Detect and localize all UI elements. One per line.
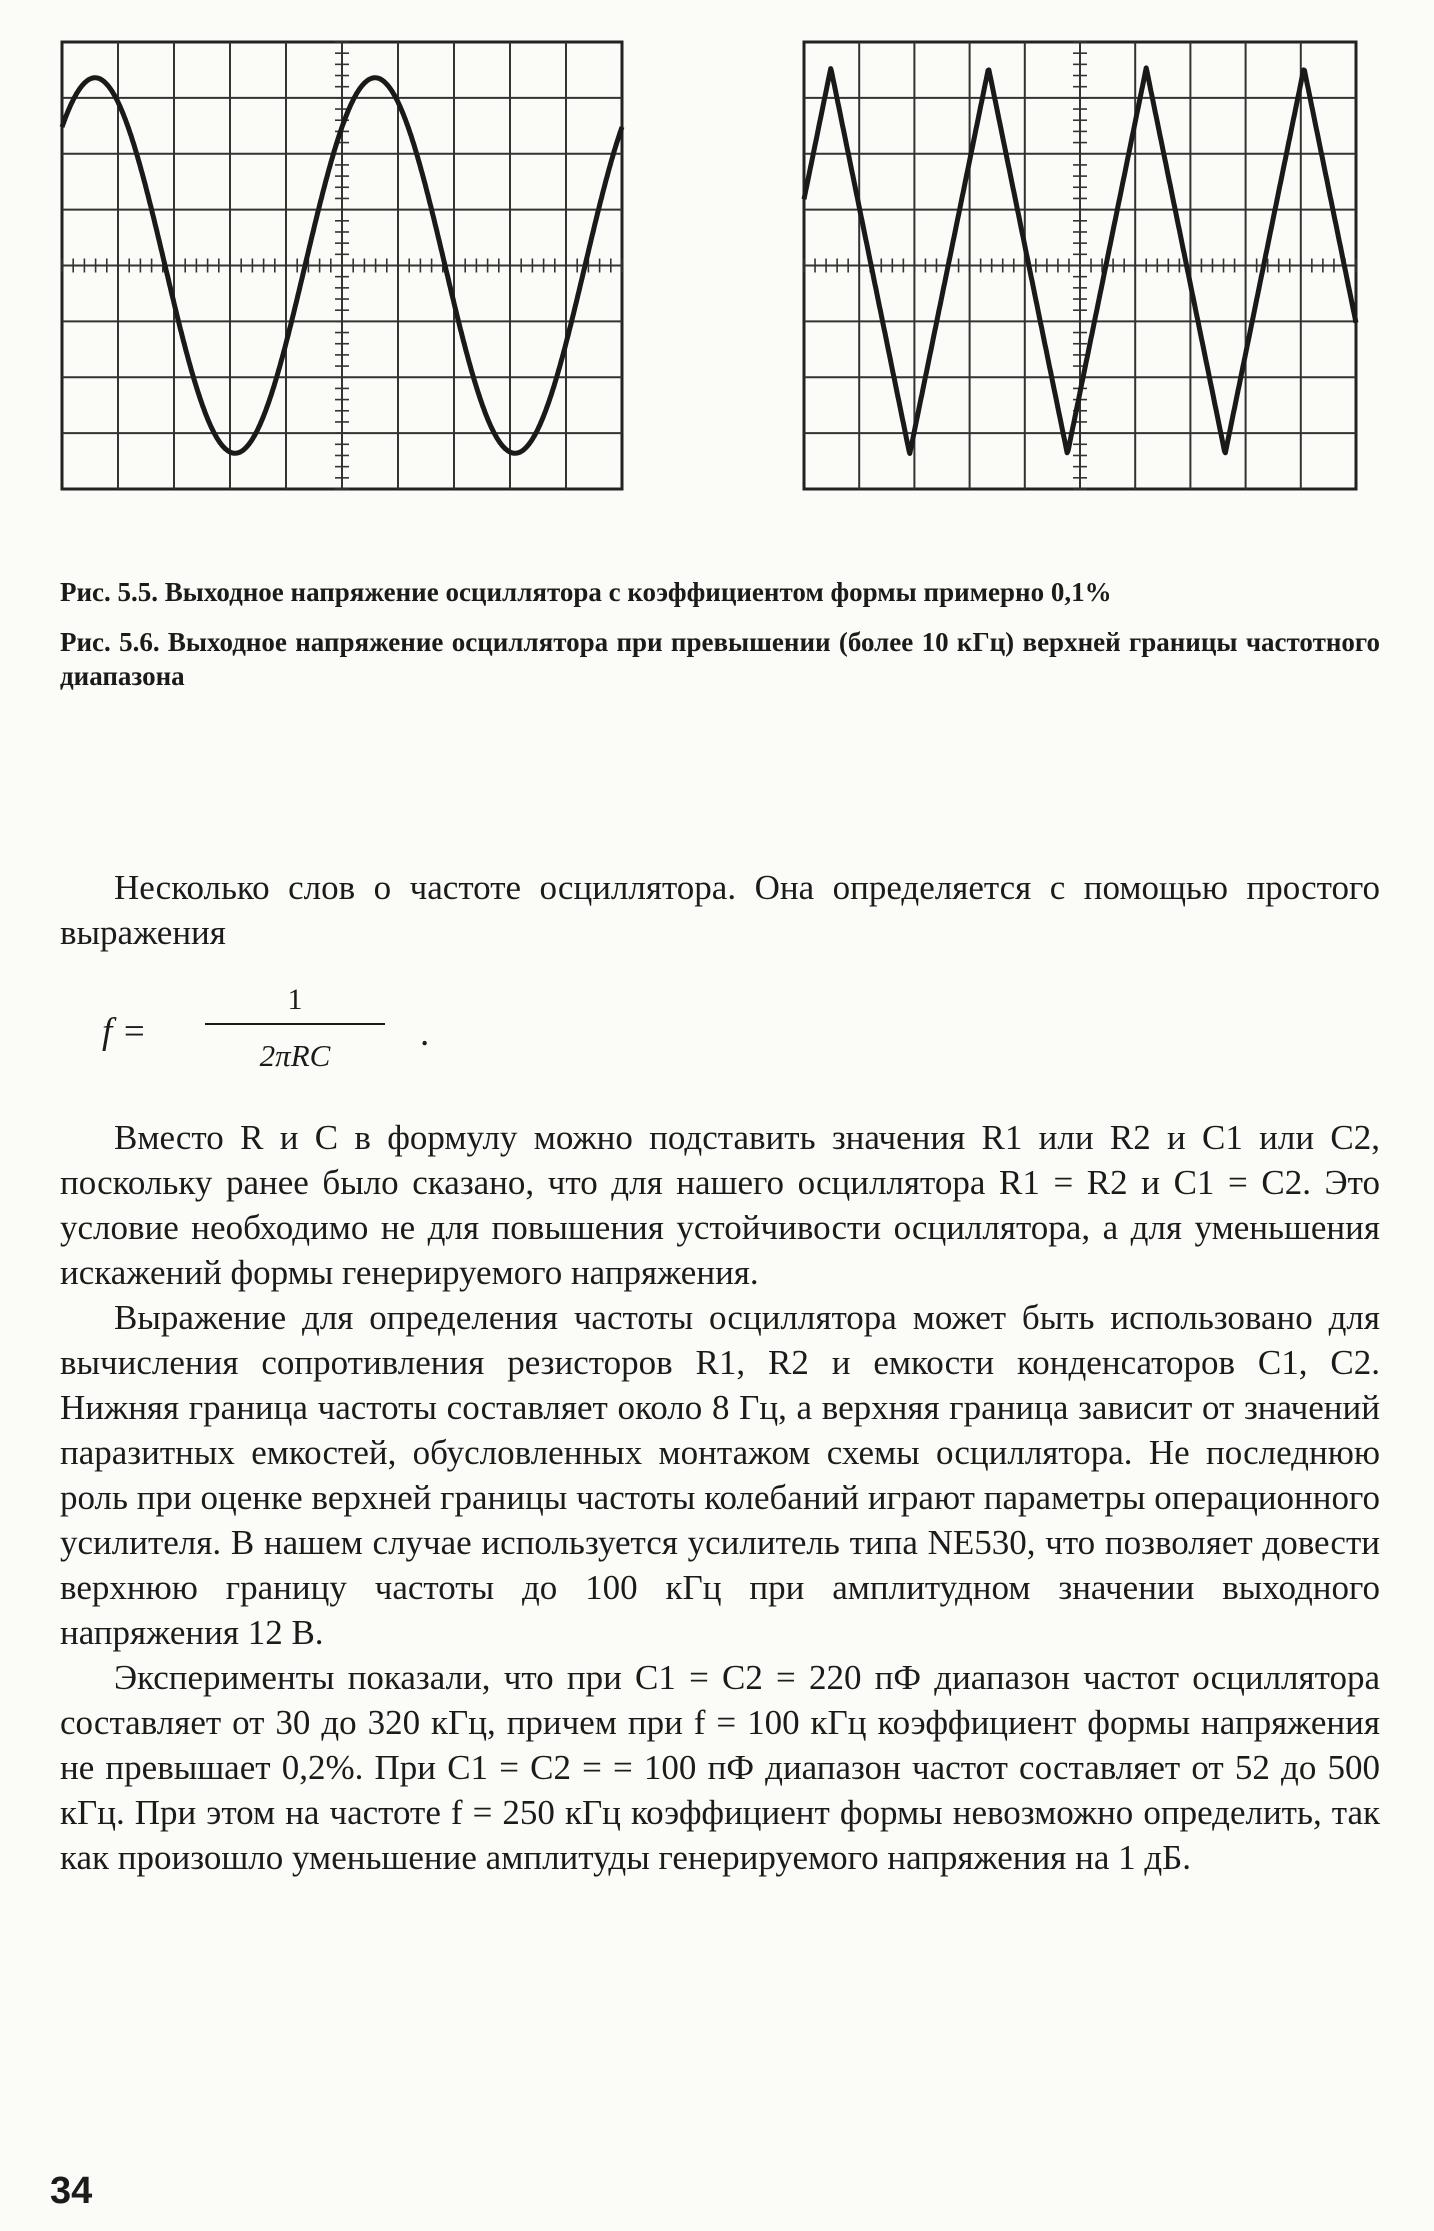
- formula-numerator: 1: [287, 983, 303, 1016]
- paragraph-2: Выражение для определения частоты осциллятора может быть использовано для вычисления сопротивления резисторов R1, R2 и емкости конденсаторов C1, C2. Нижняя граница частоты составляет около 8 Гц, а верхняя граница зависит от значений паразитных емкостей, обусловленных монтажом схемы осциллятора. Не последнюю роль при оценке верхней границы частоты колебаний играют параметры операционного усилителя. В нашем случае используется усилитель типа NE530, что позволяет довести верхнюю границу частоты до 100 кГц при амплитудном значении выходного напряжения 12 В.: [60, 1298, 1380, 1652]
- formula-lhs: f =: [102, 1011, 147, 1052]
- figure-5-5-oscillogram: [58, 38, 626, 493]
- formula-denominator: 2πRC: [259, 1038, 331, 1073]
- triangle-wave-graph: [800, 38, 1360, 493]
- frequency-formula: [60, 977, 1380, 1097]
- sine-wave-graph: [58, 38, 626, 493]
- fraction-bar: [205, 1023, 385, 1025]
- formula-tail: .: [420, 1013, 430, 1054]
- caption-fig-5-6: Рис. 5.6. Выходное напряжение осциллятора при превышении (более 10 кГц) верхней границы частотного диапазона: [60, 627, 1380, 691]
- page-number: 34: [50, 2170, 93, 2212]
- main-text: [60, 865, 1380, 1880]
- figure-5-6-oscillogram: [800, 38, 1360, 493]
- paragraph-1: Вместо R и C в формулу можно подставить значения R1 или R2 и C1 или C2, поскольку ранее было сказано, что для нашего осциллятора R1 = R2 и C1 = C2. Это условие необходимо не для повышения устойчивости осциллятора, а для уменьшения искажений формы генерируемого напряжения.: [60, 1118, 1380, 1292]
- paragraph-3: Эксперименты показали, что при C1 = C2 = 220 пФ диапазон частот осциллятора составляет от 30 до 320 кГц, причем при f = 100 кГц коэффициент формы напряжения не превышает 0,2%. При C1 = C2 = = 100 пФ диапазон частот составляет от 52 до 500 кГц. При этом на частоте f = 250 кГц коэффициент формы невозможно определить, так как произошло уменьшение амплитуды генерируемого напряжения на 1 дБ.: [60, 1658, 1380, 1877]
- figure-captions: [60, 575, 1380, 709]
- caption-fig-5-5: Рис. 5.5. Выходное напряжение осциллятора с коэффициентом формы примерно 0,1%: [60, 577, 1112, 607]
- formula-fraction: [205, 977, 385, 1078]
- intro-paragraph: Несколько слов о частоте осциллятора. Она определяется с помощью простого выражения: [60, 868, 1380, 952]
